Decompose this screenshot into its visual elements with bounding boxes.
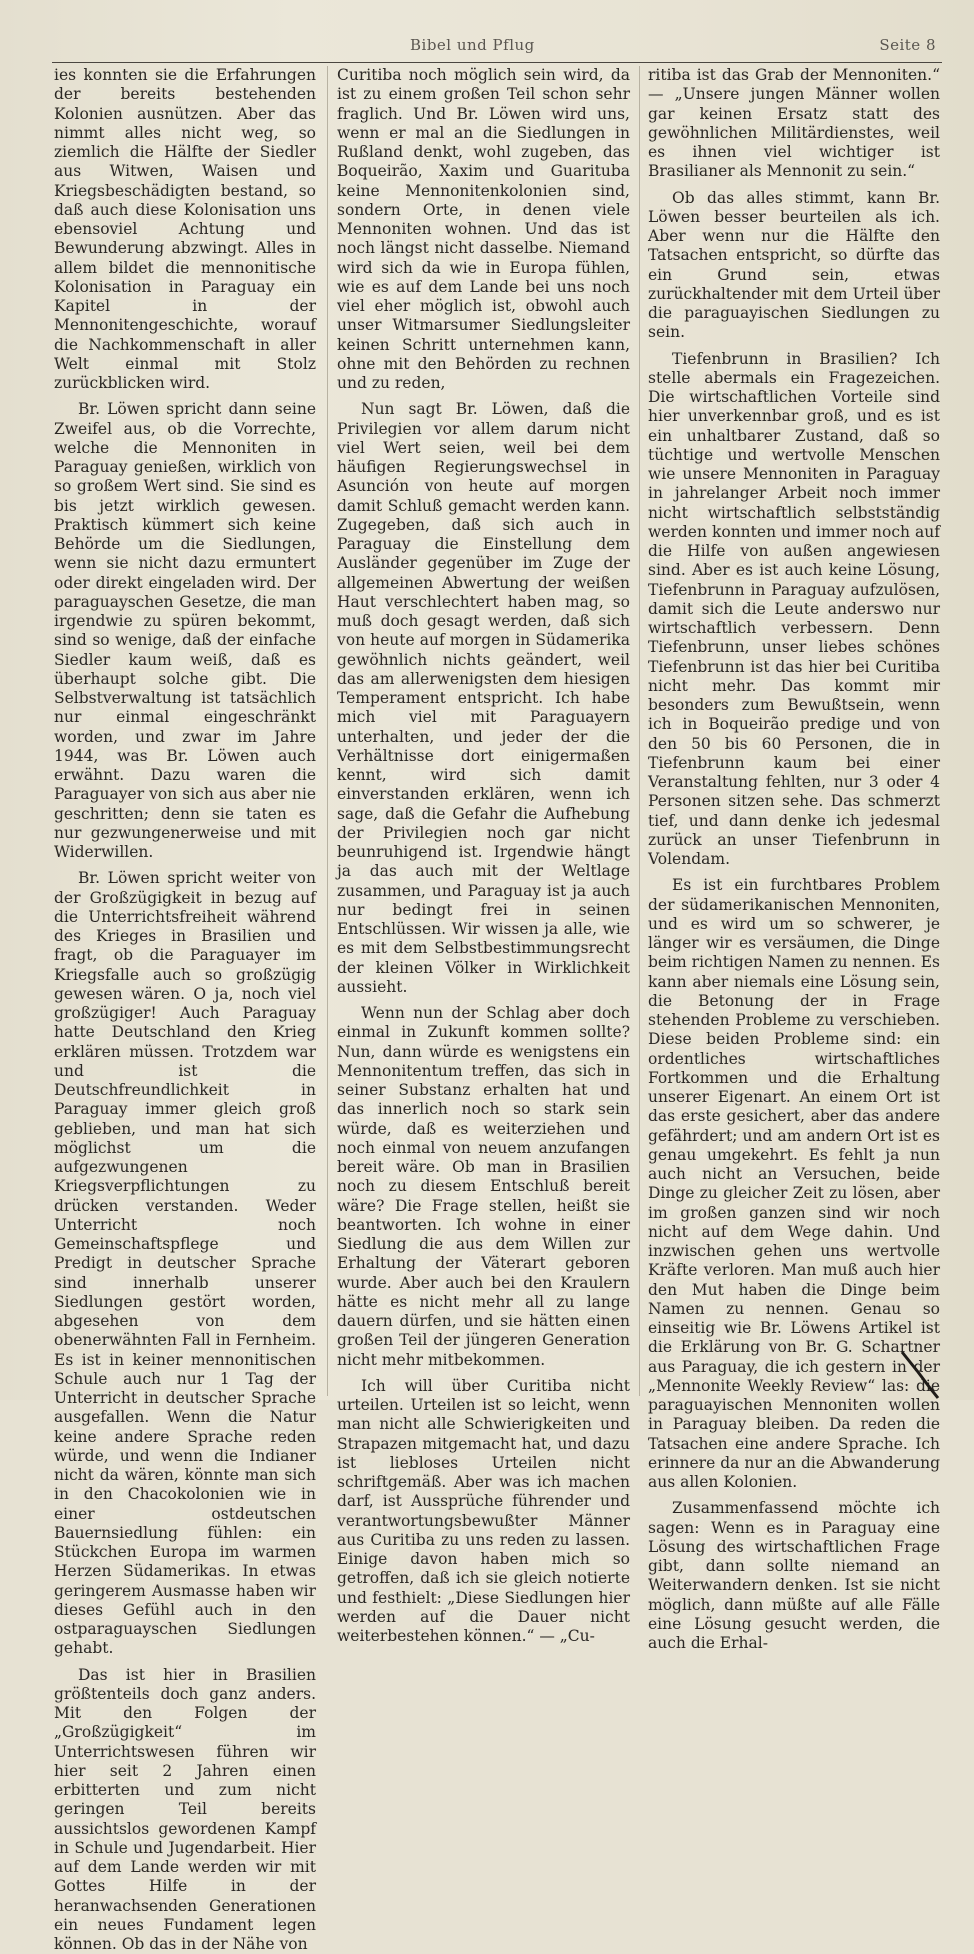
paragraph: Curitiba noch möglich sein wird, da ist zu einem großen Teil schon sehr fraglich. Und Br. Löwen wird uns, wenn er mal an die Siedlungen in Rußland denkt, wohl zugeben, das Boqueirão, Xaxim und Guarituba keine Mennonitenkolonien sind, sondern Orte, in denen viele Mennoniten wohnen. Und das ist noch längst nicht dasselbe. Niemand wird sich da wie in Europa fühlen, wie es auf dem Lande bei uns noch viel eher möglich ist, obwohl auch unser Witmarsumer Siedlungsleiter keinen Schritt unternehmen kann, ohne mit den Behörden zu rechnen und zu reden, bbox=[337, 66, 630, 393]
paragraph: Ob das alles stimmt, kann Br. Löwen besser beurteilen als ich. Aber wenn nur die Hälfte den Tatsachen entspricht, so dürfte das ein Grund sein, etwas zurückhaltender mit dem Urteil über die paraguayischen Siedlungen zu sein. bbox=[648, 189, 940, 343]
paragraph: Tiefenbrunn in Brasilien? Ich stelle abermals ein Fragezeichen. Die wirtschaftlichen Vorteile sind hier unverkennbar groß, und es ist ein unhaltbarer Zustand, daß so tüchtige und wertvolle Menschen wie unsere Mennoniten in Paraguay in jahrelanger Arbeit noch immer nicht wirtschaftlich selbstständig werden konnten und immer noch auf die Hilfe von außen angewiesen sind. Aber es ist auch keine Lösung, Tiefenbrunn in Paraguay aufzulösen, damit sich die Leute anderswo nur wirtschaftlich verbessern. Denn Tiefenbrunn, unser liebes schönes Tiefenbrunn ist das hier bei Curitiba nicht mehr. Das kommt mir besonders zum Bewußtsein, wenn ich in Boqueirão predige und von den 50 bis 60 Personen, die in Tiefenbrunn kaum bei einer Veranstaltung fehlten, nur 3 oder 4 Personen sitzen sehe. Das schmerzt tief, und dann denke ich jedesmal zurück an unser Tiefenbrunn in Volendam. bbox=[648, 350, 940, 870]
publication-title: Bibel und Pflug bbox=[410, 36, 535, 54]
paper-tear-mark bbox=[900, 1350, 940, 1400]
header-rule bbox=[52, 62, 942, 63]
paragraph: Ich will über Curitiba nicht urteilen. Urteilen ist so leicht, wenn man nicht alle Schwierigkeiten und Strapazen mitgemacht hat, und dazu ist liebloses Urteilen nicht schriftgemäß. Aber was ich machen darf, ist Aussprüche führender und verantwortungsbewußter Männer aus Curitiba zu uns reden zu lassen. Einige davon haben mich so getroffen, daß ich sie gleich notierte und festhielt: „Diese Siedlungen hier werden auf die Dauer nicht weiterbestehen können.“ — „Cu- bbox=[337, 1377, 630, 1647]
text-column-3 bbox=[648, 66, 940, 1396]
paragraph: Es ist ein furchtbares Problem der südamerikanischen Mennoniten, und es wird um so schwerer, je länger wir es versäumen, die Dinge beim richtigen Namen zu nennen. Es kann aber niemals eine Lösung sein, die Betonung der in Frage stehenden Probleme zu verschieben. Diese beiden Probleme sind: ein ordentliches wirtschaftliches Fortkommen und die Erhaltung unserer Eigenart. An einem Ort ist das erste gesichert, aber das andere gefährdert; und am andern Ort ist es genau umgekehrt. Es fehlt ja nun auch nicht an Versuchen, beide Dinge zu gleicher Zeit zu lösen, aber im großen ganzen sind wir noch nicht auf dem Wege dahin. Und inzwischen gehen uns wertvolle Kräfte verloren. Man muß auch hier den Mut haben die Dinge beim Namen zu nennen. Genau so einseitig wie Br. Löwens Artikel ist die Erklärung von Br. G. Schartner aus Paraguay, die ich gestern in der „Mennonite Weekly Review“ las: die paraguayischen Mennoniten wollen in Paraguay bleiben. Da reden die Tatsachen eine andere Sprache. Ich erinnere da nur an die Abwanderung aus allen Kolonien. bbox=[648, 876, 940, 1492]
page-header bbox=[330, 36, 940, 58]
paragraph: ies konnten sie die Erfahrungen der bereits bestehenden Kolonien ausnützen. Aber das nimmt alles nicht weg, so ziemlich die Hälfte der Siedler aus Witwen, Waisen und Kriegsbeschädigten bestand, so daß auch diese Kolonisation uns ebensoviel Achtung und Bewunderung abzwingt. Alles in allem bildet die mennonitische Kolonisation in Paraguay ein Kapitel in der Mennonitengeschichte, worauf die Nachkommenschaft in aller Welt einmal mit Stolz zurückblicken wird. bbox=[54, 66, 316, 393]
paragraph: Br. Löwen spricht dann seine Zweifel aus, ob die Vorrechte, welche die Mennoniten in Paraguay genießen, wirklich von so großem Wert sind. Sie sind es bis jetzt wirklich gewesen. Praktisch kümmert sich keine Behörde um die Siedlungen, wenn sie nicht dazu ermuntert oder direkt eingeladen wird. Der paraguayschen Gesetze, die man irgendwie zu spüren bekommt, sind so wenige, daß der einfache Siedler kaum weiß, daß es überhaupt solche gibt. Die Selbstverwaltung ist tatsächlich nur einmal eingeschränkt worden, und zwar im Jahre 1944, was Br. Löwen auch erwähnt. Dazu waren die Paraguayer von sich aus aber nie geschritten; denn sie taten es nur gezwungenerweise und mit Widerwillen. bbox=[54, 400, 316, 862]
paragraph: Das ist hier in Brasilien größtenteils doch ganz anders. Mit den Folgen der „Großzügigkeit“ im Unterrichtswesen führen wir hier seit 2 Jahren einen erbitterten und zum nicht geringen Teil bereits aussichtslos gewordenen Kampf in Schule und Jugendarbeit. Hier auf dem Lande werden wir mit Gottes Hilfe in der heranwachsenden Generationen ein neues Fundament legen können. Ob das in der Nähe von bbox=[54, 1666, 316, 1954]
paragraph: Wenn nun der Schlag aber doch einmal in Zukunft kommen sollte? Nun, dann würde es wenigstens ein Mennonitentum treffen, das sich in seiner Substanz erhalten hat und das innerlich noch so stark sein würde, daß es weiterziehen und noch einmal von neuem anzufangen bereit wäre. Ob man in Brasilien noch zu diesem Entschluß bereit wäre? Die Frage stellen, heißt sie beantworten. Ich wohne in einer Siedlung die aus dem Willen zur Erhaltung der Väterart geboren wurde. Aber auch bei den Kraulern hätte es nicht mehr all zu lange dauern dürfen, und sie hätten einen großen Teil der jüngeren Generation nicht mehr mitbekommen. bbox=[337, 1004, 630, 1370]
paragraph: Br. Löwen spricht weiter von der Großzügigkeit in bezug auf die Unterrichtsfreiheit während des Krieges in Brasilien und fragt, ob die Paraguayer im Kriegsfalle auch so großzügig gewesen wären. O ja, noch viel großzügiger! Auch Paraguay hatte Deutschland den Krieg erklären müssen. Trotzdem war und ist die Deutschfreundlichkeit in Paraguay immer gleich groß geblieben, und man hat sich möglichst um die aufgezwungenen Kriegsverpflichtungen zu drücken verstanden. Weder Unterricht noch Gemeinschaftspflege und Predigt in deutscher Sprache sind innerhalb unserer Siedlungen gestört worden, abgesehen von dem obenerwähnten Fall in Fernheim. Es ist in keiner mennonitischen Schule auch nur 1 Tag der Unterricht in deutscher Sprache ausgefallen. Wenn die Natur keine andere Sprache reden würde, und wenn die Indianer nicht da wären, könnte man sich in den Chacokolonien wie in einer ostdeutschen Bauernsiedlung fühlen: ein Stückchen Europa im warmen Herzen Südamerikas. In etwas geringerem Ausmasse haben wir dieses Gefühl auch in den ostparaguayschen Siedlungen gehabt. bbox=[54, 869, 316, 1658]
column-divider bbox=[639, 66, 640, 1396]
column-divider bbox=[327, 66, 328, 1396]
paragraph: Zusammenfassend möchte ich sagen: Wenn es in Paraguay eine Lösung des wirtschaftlichen Frage gibt, dann sollte niemand an Weiterwandern denken. Ist sie nicht möglich, dann müßte auf alle Fälle eine Lösung gesucht werden, die auch die Erhal- bbox=[648, 1499, 940, 1653]
text-column-1 bbox=[54, 66, 316, 1396]
page-number: Seite 8 bbox=[879, 36, 936, 54]
paragraph: ritiba ist das Grab der Mennoniten.“ — „Unsere jungen Männer wollen gar keinen Ersatz statt des gewöhnlichen Militärdienstes, weil es ihnen viel wichtiger ist Brasilianer als Mennonit zu sein.“ bbox=[648, 66, 940, 182]
paragraph: Nun sagt Br. Löwen, daß die Privilegien vor allem darum nicht viel Wert seien, weil bei dem häufigen Regierungswechsel in Asunción von heute auf morgen damit Schluß gemacht werden kann. Zugegeben, daß sich auch in Paraguay die Einstellung dem Ausländer gegenüber im Zuge der allgemeinen Abwertung der weißen Haut verschlechtert haben mag, so muß doch gesagt werden, daß sich von heute auf morgen in Südamerika gewöhnlich nichts geändert, weil das am allerwenigsten dem hiesigen Temperament entspricht. Ich habe mich viel mit Paraguayern unterhalten, und jeder der die Verhältnisse dort einigermaßen kennt, wird sich damit einverstanden erklären, wenn ich sage, daß die Gefahr die Aufhebung der Privilegien noch gar nicht beunruhigend ist. Irgendwie hängt ja das auch mit der Weltlage zusammen, und Paraguay ist ja auch nur bedingt frei in seinen Entschlüssen. Wir wissen ja alle, wie es mit dem Selbstbestimmungsrecht der kleinen Völker in Wirklichkeit aussieht. bbox=[337, 400, 630, 997]
text-column-2 bbox=[337, 66, 630, 1396]
